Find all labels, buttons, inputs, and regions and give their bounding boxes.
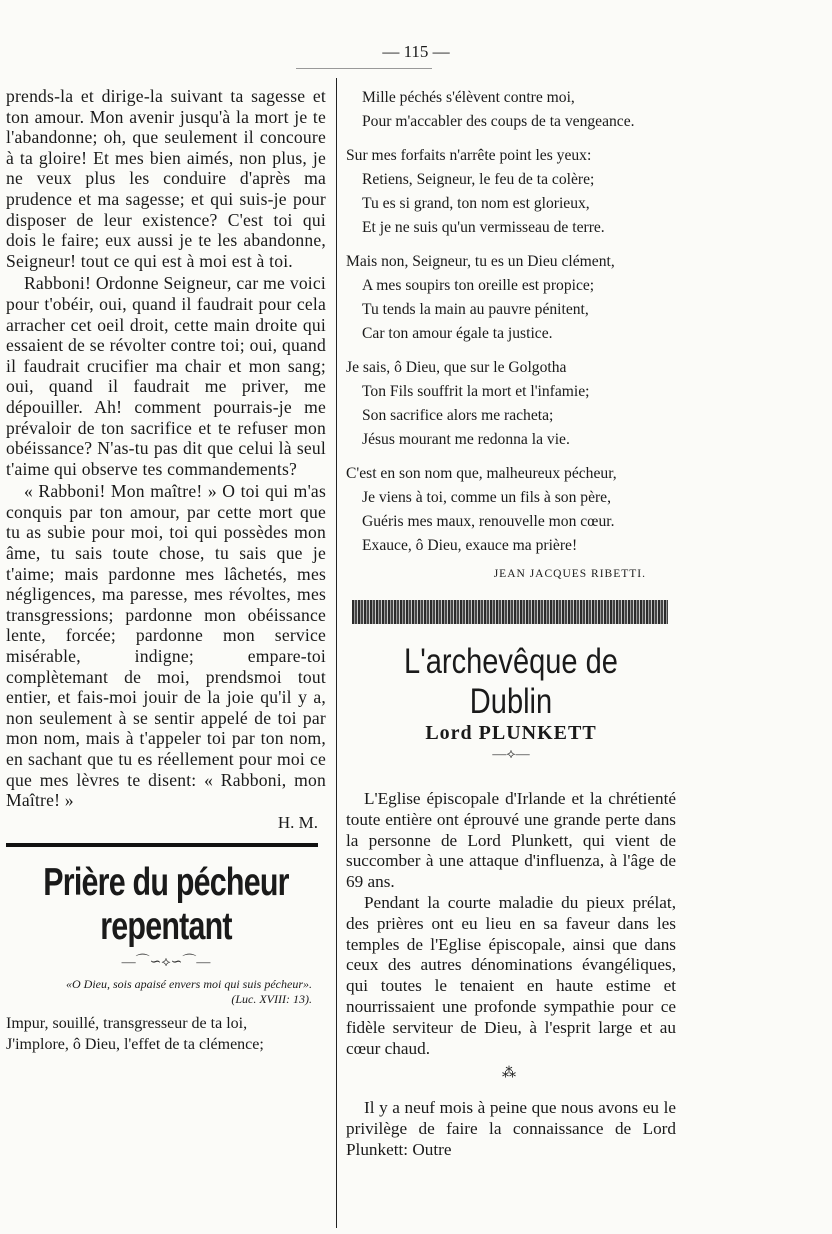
poem-line: A mes soupirs ton oreille est propice; bbox=[362, 277, 595, 294]
right-column bbox=[346, 86, 676, 1161]
poem-opening bbox=[6, 1013, 326, 1055]
poem-line: Je viens à toi, comme un fils à son père, bbox=[362, 489, 612, 506]
poem-author: JEAN JACQUES RIBETTI. bbox=[493, 568, 646, 580]
flourish-ornament: —⌒∽⟡∽⌒— bbox=[121, 954, 211, 970]
poem-line: Je sais, ô Dieu, que sur le Golgotha bbox=[346, 359, 567, 376]
poem-line: Ton Fils souffrit la mort et l'infamie; bbox=[362, 383, 590, 400]
column-divider bbox=[336, 78, 337, 1228]
ornament-band bbox=[352, 600, 668, 624]
poem-stanza bbox=[346, 356, 676, 452]
poem-line: J'implore, ô Dieu, l'effet de ta clémence; bbox=[6, 1035, 264, 1053]
poem-line: Mille péchés s'élèvent contre moi, bbox=[362, 89, 575, 106]
poem-line: Tu tends la main au pauvre pénitent, bbox=[362, 301, 589, 318]
page-number: — 115 — bbox=[382, 42, 450, 61]
header-rule bbox=[296, 68, 432, 69]
article-paragraph-1: L'Eglise épiscopale d'Irlande et la chrétienté toute entière ont éprouvé une grande perte dans la personne de Lord Plunkett, qui vient de succomber à une attaque d'influenza, à l'âge de 69 ans. bbox=[346, 789, 676, 892]
left-paragraph-1: prends-la et dirige-la suivant ta sagesse et ton amour. Mon avenir jusqu'à la mort je te l'abandonne; oh, que seulement il concoure à ta gloire! Et mes bien aimés, non plus, je ne veux plus les conduire d'après ma prudence et ma sagesse; et qui suis-je pour disposer de leur existence? C'est toi qui dois le faire; eux aussi je te les abandonne, Seigneur! tout ce qui est à moi est à toi. bbox=[6, 86, 326, 271]
poem-line: Tu es si grand, ton nom est glorieux, bbox=[362, 195, 590, 212]
article-subtitle: Lord PLUNKETT bbox=[425, 722, 597, 744]
poem-line: Mais non, Seigneur, tu es un Dieu clément, bbox=[346, 253, 615, 270]
article-paragraph-3: Il y a neuf mois à peine que nous avons eu le privilège de faire la connaissance de Lord Plunkett: Outre bbox=[346, 1098, 676, 1159]
poem-line: Car ton amour égale ta justice. bbox=[362, 325, 553, 342]
left-paragraph-2: Rabboni! Ordonne Seigneur, car me voici pour t'obéir, oui, quand il faudrait pour cela arracher cet oeil droit, cette main droite qui essaient de se révolter contre toi; oui, quand il faudrait crucifier ma chair et mon sang; oui, quand il faudrait me priver, me dépouiller. Ah! comment pourrais-je me prévaloir de ton sacrifice et te refuser mon obéissance? N'as-tu pas dit que celui là seul t'aime qui observe tes commandements? bbox=[6, 273, 326, 479]
poem-line: Retiens, Seigneur, le feu de ta colère; bbox=[362, 171, 595, 188]
article-paragraph-2: Pendant la courte maladie du pieux prélat, des prières ont eu lieu en sa faveur dans les temples de l'Eglise épiscopale, ainsi que dans ceux des autres dénominations évangéliques, qui toutes le tenaient en haute estime et nourrissaient une profonde sympathie pour ce fidèle serviteur de Dieu, à l'esprit large et au cœur chaud. bbox=[346, 892, 676, 1058]
left-paragraph-3: « Rabboni! Mon maître! » O toi qui m'as conquis par ton amour, par cette mort que tu as subie pour moi, toi qui possèdes mon âme, tu sais toute chose, tu sais que je t'aime; mais pardonne mes lâchetés, mes négligences, ma paresse, mes révoltes, mes transgressions; pardonne mon obéissance lente, forcée; pardonne mon service misérable, indigne; empare-toi complètemant de moi, prendsmoi tout entier, et fais-moi jouir de la joie qu'il y a, non seulement à se sentir appelé de toi par mon nom, mais à t'appeler toi par ton nom, en sachant que tu es réellement pour moi ce que mes lèvres te disent: « Rabboni, mon Maître! » bbox=[6, 481, 326, 811]
poem-stanza bbox=[346, 462, 676, 558]
poem-line: Son sacrifice alors me racheta; bbox=[362, 407, 554, 424]
poem-stanza bbox=[346, 144, 676, 240]
flourish-ornament: —⟡— bbox=[492, 747, 530, 762]
poem-line: Exauce, ô Dieu, exauce ma prière! bbox=[362, 537, 578, 554]
section-rule bbox=[6, 843, 318, 847]
poem-line: Impur, souillé, transgresseur de ta loi, bbox=[6, 1014, 248, 1032]
poem-line: Pour m'accabler des coups de ta vengeance. bbox=[362, 113, 635, 130]
poem-line: Et je ne suis qu'un vermisseau de terre. bbox=[362, 219, 605, 236]
left-column bbox=[6, 86, 326, 1055]
poem-line: Guéris mes maux, renouvelle mon cœur. bbox=[362, 513, 615, 530]
poem-stanza bbox=[346, 250, 676, 346]
poem-line: Jésus mourant me redonna la vie. bbox=[362, 431, 570, 448]
poem-stanza bbox=[346, 86, 676, 134]
poem-line: Sur mes forfaits n'arrête point les yeux: bbox=[346, 147, 592, 164]
article-title: L'archevêque de Dublin bbox=[404, 642, 618, 721]
poem-line: C'est en son nom que, malheureux pécheur, bbox=[346, 465, 617, 482]
author-signature: H. M. bbox=[277, 812, 318, 832]
poem-title: Prière du pécheur repentant bbox=[43, 860, 289, 948]
asterism-separator: ⁂ bbox=[502, 1066, 520, 1082]
poem-epigraph: «O Dieu, sois apaisé envers moi qui suis pécheur». (Luc. XVIII: 13). bbox=[66, 976, 312, 1006]
